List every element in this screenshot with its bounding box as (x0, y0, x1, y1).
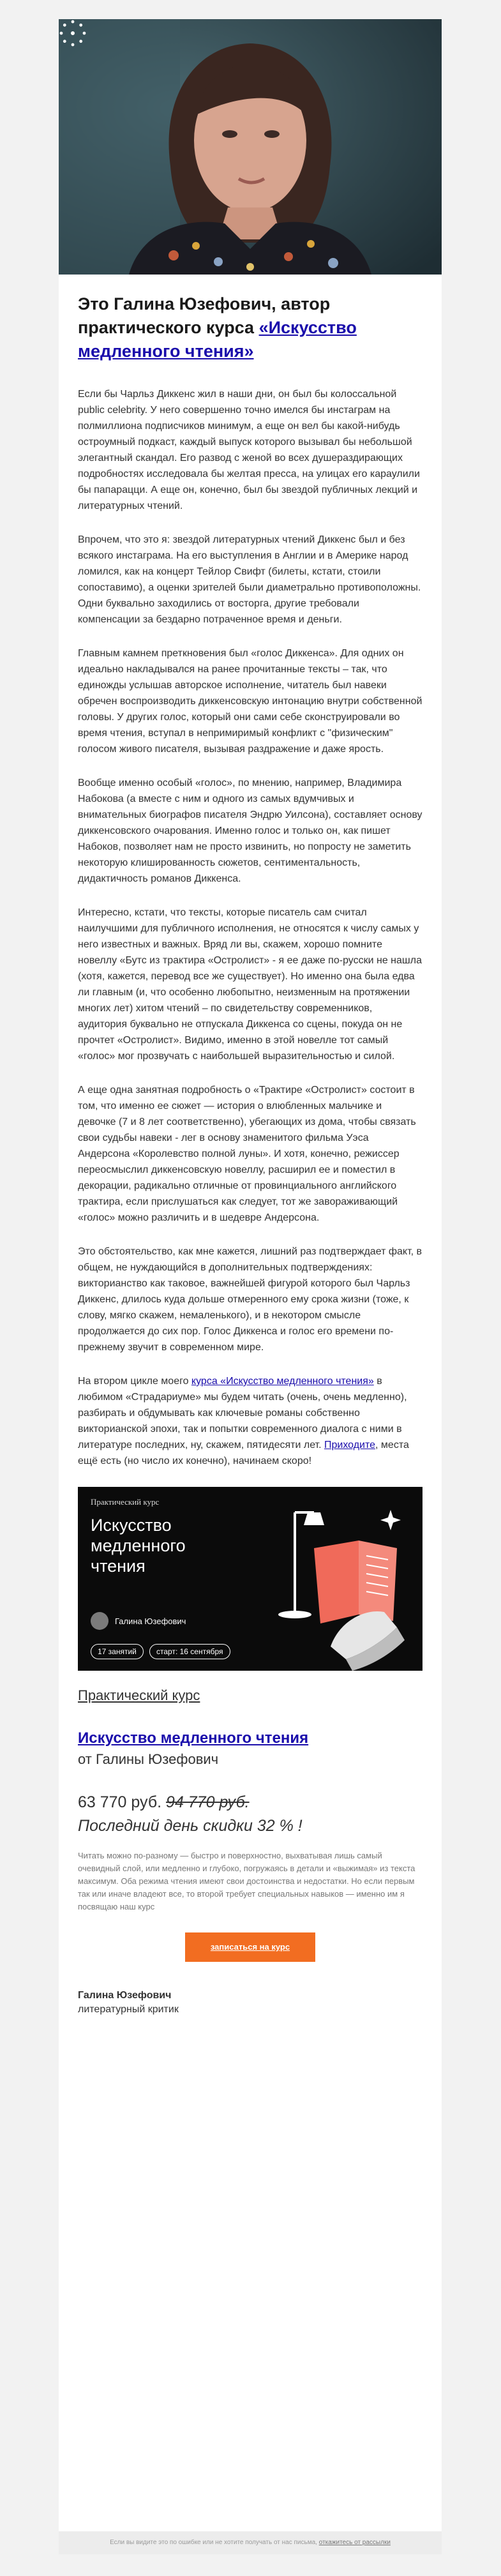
course-title (78, 1729, 422, 1747)
signature-role: литературный критик (78, 2004, 179, 2015)
discount-note: Последний день скидки 32 % ! (78, 1817, 303, 1835)
footer (59, 2531, 442, 2554)
course-kicker: Практический курс (78, 1687, 200, 1703)
course-link[interactable]: курса «Искусство медленного чтения» (191, 1376, 374, 1387)
paragraph-5: Интересно, кстати, что тексты, которые писатель сам считал наилучшими для публичного исполнения, не относятся к числу самых у него известных и важных. Вряд ли вы, скажем, хорошо помните новеллу «Бутс из трактира «Остролист» - я ее даже по-русски не нашла (хотя, кажется, перевод все же существует). Но именно она была едва ли главным (и, что особенно любопытно, неизменным на протяжении многих лет) хитом чтений – по свидетельству современников, аудитория буквально не отпускала Диккенса со сцены, покуда он не прочтет «Остролист». Видимо, именно в этой новелле тот самый «голос» мог прозвучать с наибольшей выразительностью и силой. (78, 907, 422, 1062)
come-link[interactable]: Приходите (324, 1440, 376, 1450)
price-line (78, 1793, 422, 1812)
article-title (78, 292, 422, 363)
paragraph-2: Впрочем, что это я: звездой литературных чтений Диккенс был и без всякого инстаграма. На его выступления в Англии и в Америке народ ломился, как на концерт Тейлор Свифт (билеты, кстати, стоили сопоставимо), а оценки зрителей были диаметрально противоположны. Одни буквально заходились от восторга, другие требовали компенсации за бездарно потраченное время и деньги. (78, 534, 421, 625)
footer-text: Если вы видите это по ошибке или не хотите получать от нас письма, (110, 2539, 319, 2546)
book-illustration (269, 1487, 422, 1671)
signup-button[interactable]: записаться на курс (185, 1932, 315, 1962)
banner-avatar (91, 1612, 108, 1630)
paragraph-8-text-1: На втором цикле моего (78, 1376, 191, 1387)
course-description: Читать можно по-разному — быстро и поверхностно, выхватывая лишь самый очевидный слой, или медленно и глубоко, погружаясь в детали и «выжимая» из текста максимум. Оба режима чтения имеют свои достоинства и недостатки. Но если первым так или иначе владеют все, то второй требует специальных навыков — именно им я посвящаю наш курс (78, 1851, 415, 1911)
banner-pill-start: старт: 16 сентября (149, 1644, 230, 1659)
signature-name: Галина Юзефович (78, 1990, 172, 2001)
paragraph-8-text-2: в любимом «Страдариуме» мы будем читать (очень, очень медленно), разбирать и обдумывать как ключевые романы собственно викторианской эпохи, так и попытки современного диалога с ними в литературе последних, ну, скажем, пятидесяти лет. (78, 1376, 407, 1450)
paragraph-6: А еще одна занятная подробность о «Трактире «Остролист» состоит в том, что именно ее сюжет — история о влюбленных мальчике и девочке (7 и 8 лет соответственно), убегающих из дома, чтобы связать свои судьбы навеки - лег в основу знаменитого фильма Уэса Андерсона «Королевство полной луны». И хотя, конечно, режиссер переосмыслил диккенсовскую новеллу, расширил ее и поместил в декорации, радикально отличные от провинциального английского трактира, если прислушаться как следует, тот же завораживающий «голос» можно различить и в шедевре Андерсона. (78, 1085, 416, 1223)
email-card (59, 19, 442, 2547)
course-banner[interactable] (78, 1487, 422, 1671)
article-content (78, 292, 422, 2015)
paragraph-7: Это обстоятельство, как мне кажется, лишний раз подтверждает факт, в общем, не нуждающийся в дополнительных подтверждениях: викторианство как таковое, важнейшей фигурой которого был Чарльз Диккенс, длилось куда дольше отмеренного ему срока жизни (тоже, к слову, мягко скажем, немаленького), и в некотором смысле продолжается до сих пор. Голос Диккенса и голос его времени по-прежнему звучит в современном мире. (78, 1246, 422, 1353)
logo-icon (59, 19, 87, 47)
paragraph-8-text-3: , места ещё есть (но число их конечно), начинаем скоро! (78, 1440, 409, 1466)
cta-wrap (78, 1932, 422, 1962)
course-title-link-2[interactable]: Искусство медленного чтения (78, 1729, 309, 1747)
banner-title: Искусство медленного чтения (91, 1516, 186, 1576)
banner-author: Галина Юзефович (115, 1616, 186, 1626)
banner-pill-lessons: 17 занятий (91, 1644, 144, 1659)
paragraph-1: Если бы Чарльз Диккенс жил в наши дни, он был бы колоссальной public celebrity. У него совершенно точно имелся бы инстаграм на полмиллиона подписчиков минимум, а еще он вел бы какой-нибудь остроумный подкаст, каждый выпуск которого вызывал бы небольшой элегантный скандал. Его развод с женой во всех душераздирающих подробностях исследовала бы желтая пресса, на улицах его караулили бы папарацци. А еще он, конечно, был бы звездой публичных лекций и литературных чтений. (78, 389, 420, 511)
paragraph-8 (78, 1373, 422, 1469)
course-title-link[interactable]: «Искусство медленного чтения» (78, 318, 357, 361)
price-current: 63 770 руб. (78, 1793, 162, 1811)
paragraph-3: Главным камнем преткновения был «голос Диккенса». Для одних он идеально накладывался на ранее прочитанные тексты – так, что единожды услышав авторское исполнение, читатель был навеки обречен воспроизводить диккенсовскую интонацию внутри собственной головы. У других голос, который они сами себе сконструировали во время чтения, вступал в непримиримый конфликт с "физическим" голосом живого писателя, вызывая раздражение и даже ярость. (78, 648, 422, 755)
course-author: от Галины Юзефович (78, 1751, 219, 1767)
price-old: 94 770 руб. (166, 1793, 250, 1811)
paragraph-4: Вообще именно особый «голос», по мнению, например, Владимира Набокова (а вместе с ним и одного из самых вдумчивых и внимательных биографов писателя Эндрю Уилсона), составляет основу диккенсовского очарования. Именно голос и только он, как пишет Набоков, позволяет нам не просто извинить, но попросту не заметить некоторую клишированность сюжетов, сентиментальность, дидактичность романов Диккенса. (78, 778, 422, 884)
unsubscribe-link[interactable]: откажитесь от рассылки (318, 2539, 391, 2546)
portrait-illustration (59, 19, 442, 275)
title-text: Это Галина Юзефович, автор практического курса (78, 294, 331, 337)
banner-kicker: Практический курс (91, 1497, 160, 1507)
hero-photo (59, 19, 442, 275)
